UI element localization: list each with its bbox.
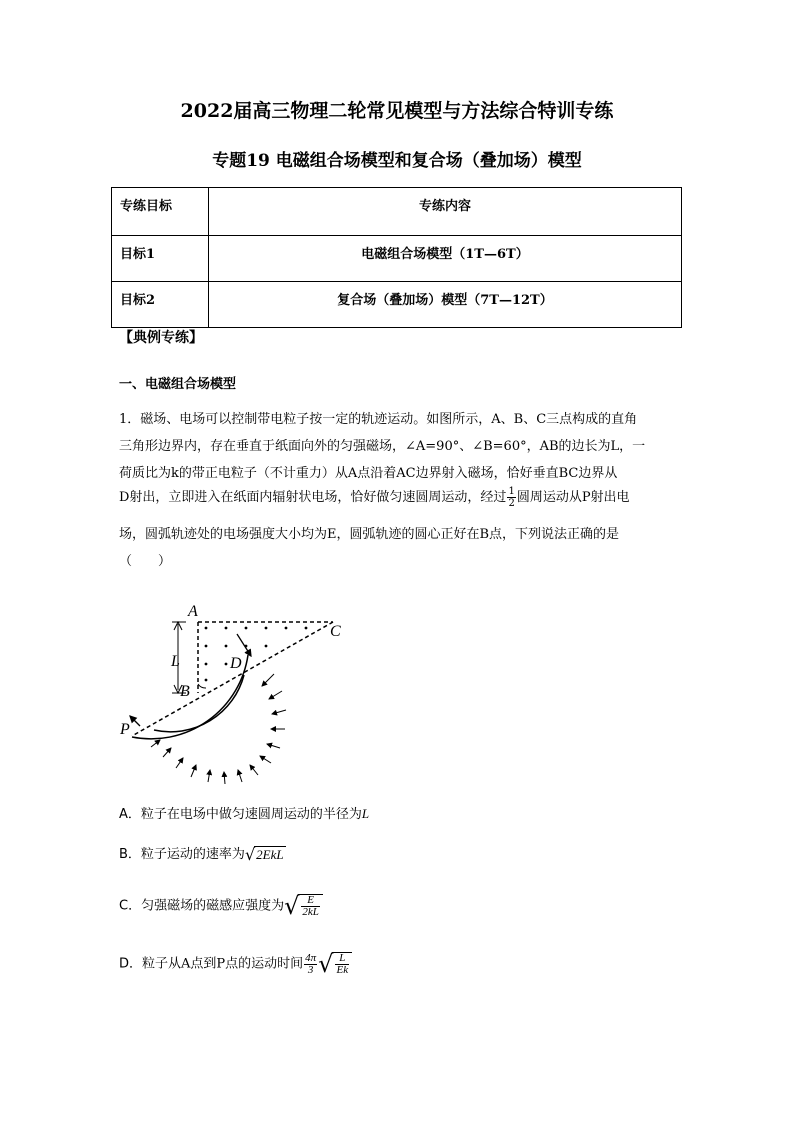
option-c[interactable]: [119, 892, 323, 920]
fraction: [301, 895, 320, 918]
magnetic-field-dots: [205, 627, 308, 682]
answer-blank: （ ）: [119, 554, 172, 569]
sqrt-body: [298, 894, 323, 918]
fraction: [304, 953, 317, 976]
table-header-cell: 专练内容: [209, 188, 682, 236]
option-text: 粒子在电场中做匀速圆周运动的半径为: [140, 807, 362, 822]
fraction-denominator: 3: [307, 963, 314, 976]
fraction-denominator: 2kL: [302, 906, 319, 918]
question-line: 1．磁场、电场可以控制带电粒子按一定的轨迹运动。如图所示，A、B、C三点构成的直角: [119, 412, 638, 427]
option-letter: C．: [119, 898, 142, 914]
question-line: [119, 486, 630, 509]
radial-field-arrows: [151, 674, 286, 784]
exit-arrow: [237, 634, 251, 656]
point-label: C: [330, 623, 341, 640]
sqrt-body: [332, 952, 352, 976]
option-a[interactable]: [119, 803, 369, 822]
question-text: D射出，立即进入在纸面内辐射状电场，恰好做匀速圆周运动，经过: [119, 490, 507, 505]
fraction-denominator: Ek: [336, 964, 349, 976]
question-line: 场，圆弧轨迹处的电场强度大小均为E，圆弧轨迹的圆心正好在B点，下列说法正确的是: [119, 527, 620, 542]
option-letter: A．: [119, 807, 141, 822]
table-header-row: [112, 188, 682, 236]
option-letter: D．: [119, 956, 143, 972]
table-header-cell: 专练目标: [112, 188, 209, 236]
exit-arrow: [130, 716, 140, 726]
question-line: 三角形边界内，存在垂直于纸面向外的匀强磁场，∠A=90°、∠B=60°，AB的边长为L，一: [119, 439, 646, 454]
goal-table: [111, 187, 682, 328]
table-row: [112, 236, 682, 282]
section-label: 【典例专练】: [119, 330, 203, 346]
point-label: B: [180, 683, 190, 700]
page-title: 2022届高三物理二轮常见模型与方法综合特训专练: [180, 100, 614, 122]
sqrt-sign: √: [284, 892, 300, 920]
option-b[interactable]: [119, 843, 286, 864]
fraction-numerator: 1: [508, 486, 515, 497]
table-cell: 复合场（叠加场）模型（7T—12T）: [209, 282, 682, 328]
sqrt-sign: √: [244, 845, 256, 864]
option-text: 粒子运动的速率为: [140, 847, 245, 862]
point-label: P: [120, 721, 130, 738]
option-expr: L: [361, 806, 370, 821]
table-cell: 电磁组合场模型（1T—6T）: [209, 236, 682, 282]
physics-figure: [118, 598, 358, 784]
angle-mark: [198, 684, 206, 688]
table-row: [112, 282, 682, 328]
fraction-numerator: E: [301, 895, 320, 907]
option-expr: 2EkL: [256, 847, 284, 862]
fraction-numerator: L: [335, 953, 349, 965]
edge-bc: [132, 622, 333, 736]
question-line: 荷质比为k的带正电粒子（不计重力）从A点沿着AC边界射入磁场，恰好垂直BC边界从: [119, 466, 618, 481]
fraction: [507, 486, 515, 509]
option-d[interactable]: [119, 950, 352, 978]
fraction: [335, 953, 349, 976]
table-cell: 目标1: [112, 236, 209, 282]
page-subtitle: 专题19 电磁组合场模型和复合场（叠加场）模型: [212, 151, 582, 171]
table-cell: 目标2: [112, 282, 209, 328]
question-text: 圆周运动从P射出电: [516, 490, 630, 505]
section-heading: 一、电磁组合场模型: [119, 377, 237, 392]
point-label: A: [188, 603, 198, 620]
option-letter: B．: [119, 847, 141, 862]
dimension-label: L: [171, 653, 180, 670]
point-label: D: [230, 655, 242, 672]
option-text: 粒子从A点到P点的运动时间: [142, 956, 304, 972]
option-text: 匀强磁场的磁感应强度为: [141, 898, 285, 914]
sqrt-sign: √: [318, 950, 334, 978]
fraction-numerator: 4π: [305, 951, 317, 964]
fraction-denominator: 2: [508, 498, 515, 509]
inner-arc: [154, 675, 244, 732]
